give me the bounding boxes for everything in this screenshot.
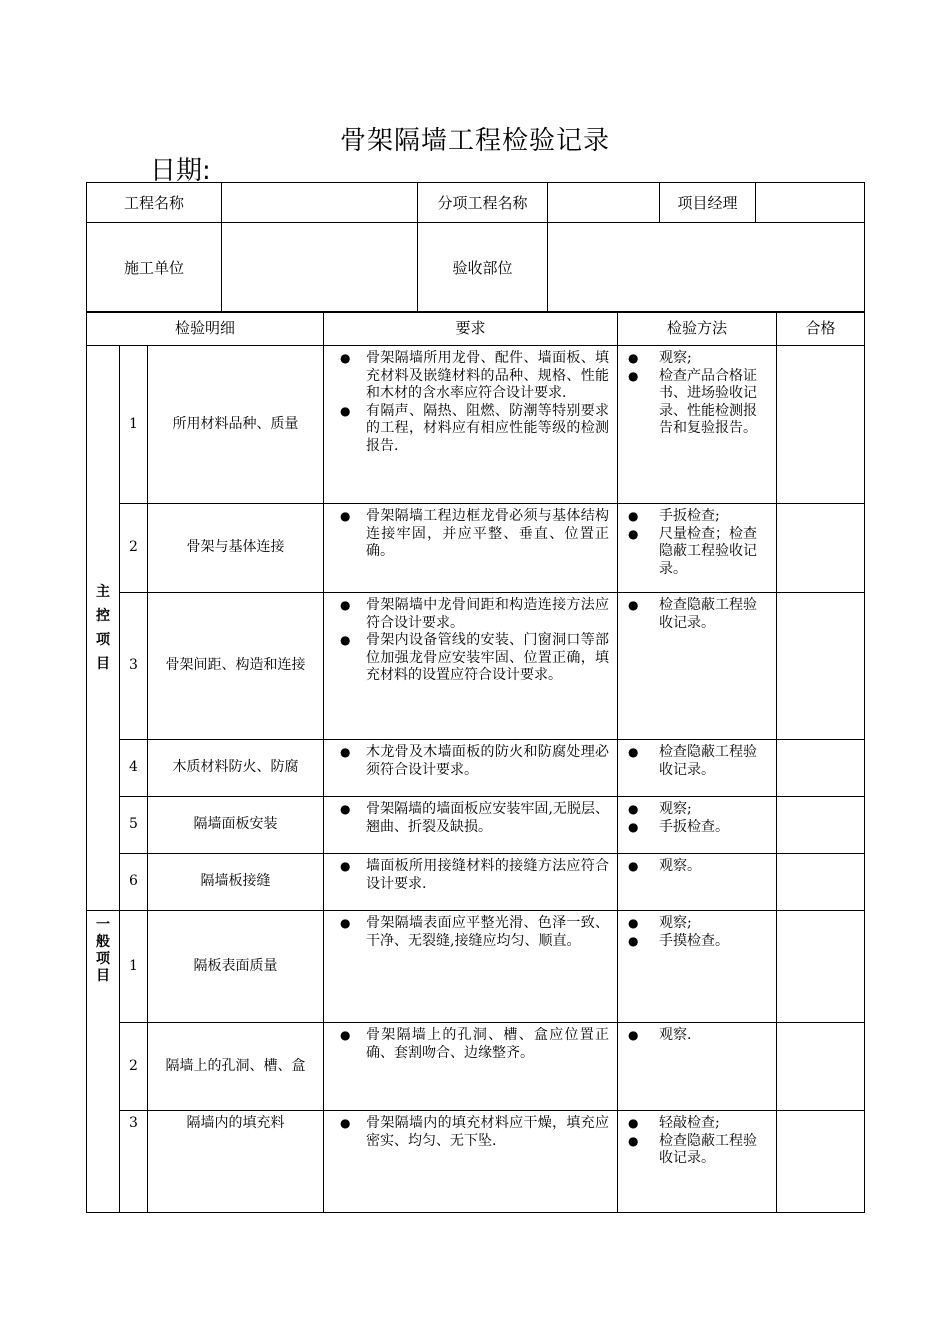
requirement-cell — [324, 1111, 618, 1213]
method-item: ● 检查隐蔽工程验收记录。 — [624, 1133, 770, 1168]
method-item: ● 手扳检查; — [624, 508, 770, 526]
table-row — [87, 1023, 865, 1111]
item-number: 3 — [120, 593, 148, 740]
requirement-item: ● 骨架隔墙上的孔洞、槽、盒应位置正确、套割吻合、边缘整齐。 — [332, 1027, 609, 1062]
date-label: 日期: — [150, 156, 211, 186]
requirement-cell — [324, 593, 618, 740]
item-number: 2 — [120, 1023, 148, 1111]
requirement-item: ● 骨架隔墙所用龙骨、配件、墙面板、填充材料及嵌缝材料的品种、规格、性能和木材的含水率应符合设计要求. — [332, 350, 609, 403]
pass-cell[interactable] — [777, 504, 865, 593]
method-item: ● 尺量检查；检查隐蔽工程验收记录。 — [624, 526, 770, 579]
method-item: ● 手扳检查。 — [624, 819, 770, 837]
pass-cell[interactable] — [777, 1023, 865, 1111]
sub-project-label: 分项工程名称 — [418, 183, 548, 223]
item-name: 木质材料防火、防腐 — [148, 740, 324, 797]
item-name: 隔墙内的填充料 — [148, 1111, 324, 1213]
table-row — [87, 797, 865, 854]
pass-cell[interactable] — [777, 1111, 865, 1213]
method-item: ● 观察; — [624, 350, 770, 368]
pass-cell[interactable] — [777, 593, 865, 740]
project-name-label: 工程名称 — [87, 183, 222, 223]
item-number: 2 — [120, 504, 148, 593]
method-cell — [618, 1111, 777, 1213]
table-row — [87, 911, 865, 1023]
requirement-cell — [324, 911, 618, 1023]
table-row — [87, 504, 865, 593]
requirement-item: ● 骨架隔墙表面应平整光滑、色泽一致、干净、无裂缝,接缝应均匀、顺直。 — [332, 915, 609, 950]
table-row — [87, 346, 865, 504]
item-name: 隔板表面质量 — [148, 911, 324, 1023]
method-cell — [618, 1023, 777, 1111]
header-table — [86, 182, 865, 312]
col-method-header: 检验方法 — [618, 313, 777, 346]
requirement-item: ● 木龙骨及木墙面板的防火和防腐处理必须符合设计要求。 — [332, 744, 609, 779]
group-label-general: 一般项目 — [87, 911, 120, 1213]
table-row — [87, 740, 865, 797]
requirement-cell — [324, 854, 618, 911]
pass-cell[interactable] — [777, 346, 865, 504]
item-name: 骨架与基体连接 — [148, 504, 324, 593]
requirement-item: ● 骨架隔墙的墙面板应安装牢固,无脱层、翘曲、折裂及缺损。 — [332, 801, 609, 836]
contractor-label: 施工单位 — [87, 223, 222, 312]
inspection-table — [86, 312, 865, 1213]
table-row — [87, 854, 865, 911]
method-item: ● 轻敲检查; — [624, 1115, 770, 1133]
pass-cell[interactable] — [777, 911, 865, 1023]
method-item: ● 观察; — [624, 801, 770, 819]
method-item: ● 检查隐蔽工程验收记录。 — [624, 597, 770, 632]
method-cell — [618, 346, 777, 504]
item-name: 隔墙上的孔洞、槽、盒 — [148, 1023, 324, 1111]
item-name: 隔墙板接缝 — [148, 854, 324, 911]
method-cell — [618, 911, 777, 1023]
item-number: 3 — [120, 1111, 148, 1213]
method-cell — [618, 854, 777, 911]
pass-cell[interactable] — [777, 854, 865, 911]
project-name-field[interactable] — [222, 183, 418, 223]
pass-cell[interactable] — [777, 740, 865, 797]
sub-project-field[interactable] — [548, 183, 660, 223]
method-item: ● 观察; — [624, 915, 770, 933]
requirement-cell — [324, 797, 618, 854]
requirement-cell — [324, 1023, 618, 1111]
method-item: ● 手摸检查。 — [624, 933, 770, 951]
manager-field[interactable] — [756, 183, 865, 223]
requirement-item: ● 墙面板所用接缝材料的接缝方法应符合设计要求. — [332, 858, 609, 893]
requirement-item: ● 骨架内设备管线的安装、门窗洞口等部位加强龙骨应安装牢固、位置正确，填充材料的设置应符合设计要求。 — [332, 632, 609, 685]
method-cell — [618, 797, 777, 854]
requirement-cell — [324, 740, 618, 797]
contractor-field[interactable] — [222, 223, 418, 312]
inspection-sheet — [86, 182, 865, 1213]
table-row — [87, 1111, 865, 1213]
method-item: ● 观察. — [624, 1027, 770, 1045]
item-number: 4 — [120, 740, 148, 797]
method-cell — [618, 504, 777, 593]
requirement-item: ● 有隔声、隔热、阻燃、防潮等特别要求的工程，材料应有相应性能等级的检测报告. — [332, 403, 609, 456]
item-number: 6 — [120, 854, 148, 911]
method-cell — [618, 593, 777, 740]
item-number: 5 — [120, 797, 148, 854]
item-name: 骨架间距、构造和连接 — [148, 593, 324, 740]
group-label-main-control: 主控项目 — [87, 346, 120, 911]
acceptance-part-label: 验收部位 — [418, 223, 548, 312]
manager-label: 项目经理 — [660, 183, 756, 223]
col-detail-header: 检验明细 — [87, 313, 324, 346]
method-item: ● 检查产品合格证书、进场验收记录、性能检测报告和复验报告。 — [624, 368, 770, 438]
requirement-cell — [324, 346, 618, 504]
item-number: 1 — [120, 346, 148, 504]
page-title: 骨架隔墙工程检验记录 — [339, 126, 610, 156]
item-name: 隔墙面板安装 — [148, 797, 324, 854]
requirement-item: ● 骨架隔墙内的填充材料应干燥，填充应密实、均匀、无下坠. — [332, 1115, 609, 1150]
item-number: 1 — [120, 911, 148, 1023]
item-name: 所用材料品种、质量 — [148, 346, 324, 504]
col-pass-header: 合格 — [777, 313, 865, 346]
table-row — [87, 593, 865, 740]
requirement-item: ● 骨架隔墙工程边框龙骨必须与基体结构连接牢固，并应平整、垂直、位置正确。 — [332, 508, 609, 561]
method-item: ● 检查隐蔽工程验收记录。 — [624, 744, 770, 779]
method-item: ● 观察。 — [624, 858, 770, 876]
col-requirement-header: 要求 — [324, 313, 618, 346]
requirement-cell — [324, 504, 618, 593]
requirement-item: ● 骨架隔墙中龙骨间距和构造连接方法应符合设计要求。 — [332, 597, 609, 632]
method-cell — [618, 740, 777, 797]
pass-cell[interactable] — [777, 797, 865, 854]
acceptance-part-field[interactable] — [548, 223, 865, 312]
